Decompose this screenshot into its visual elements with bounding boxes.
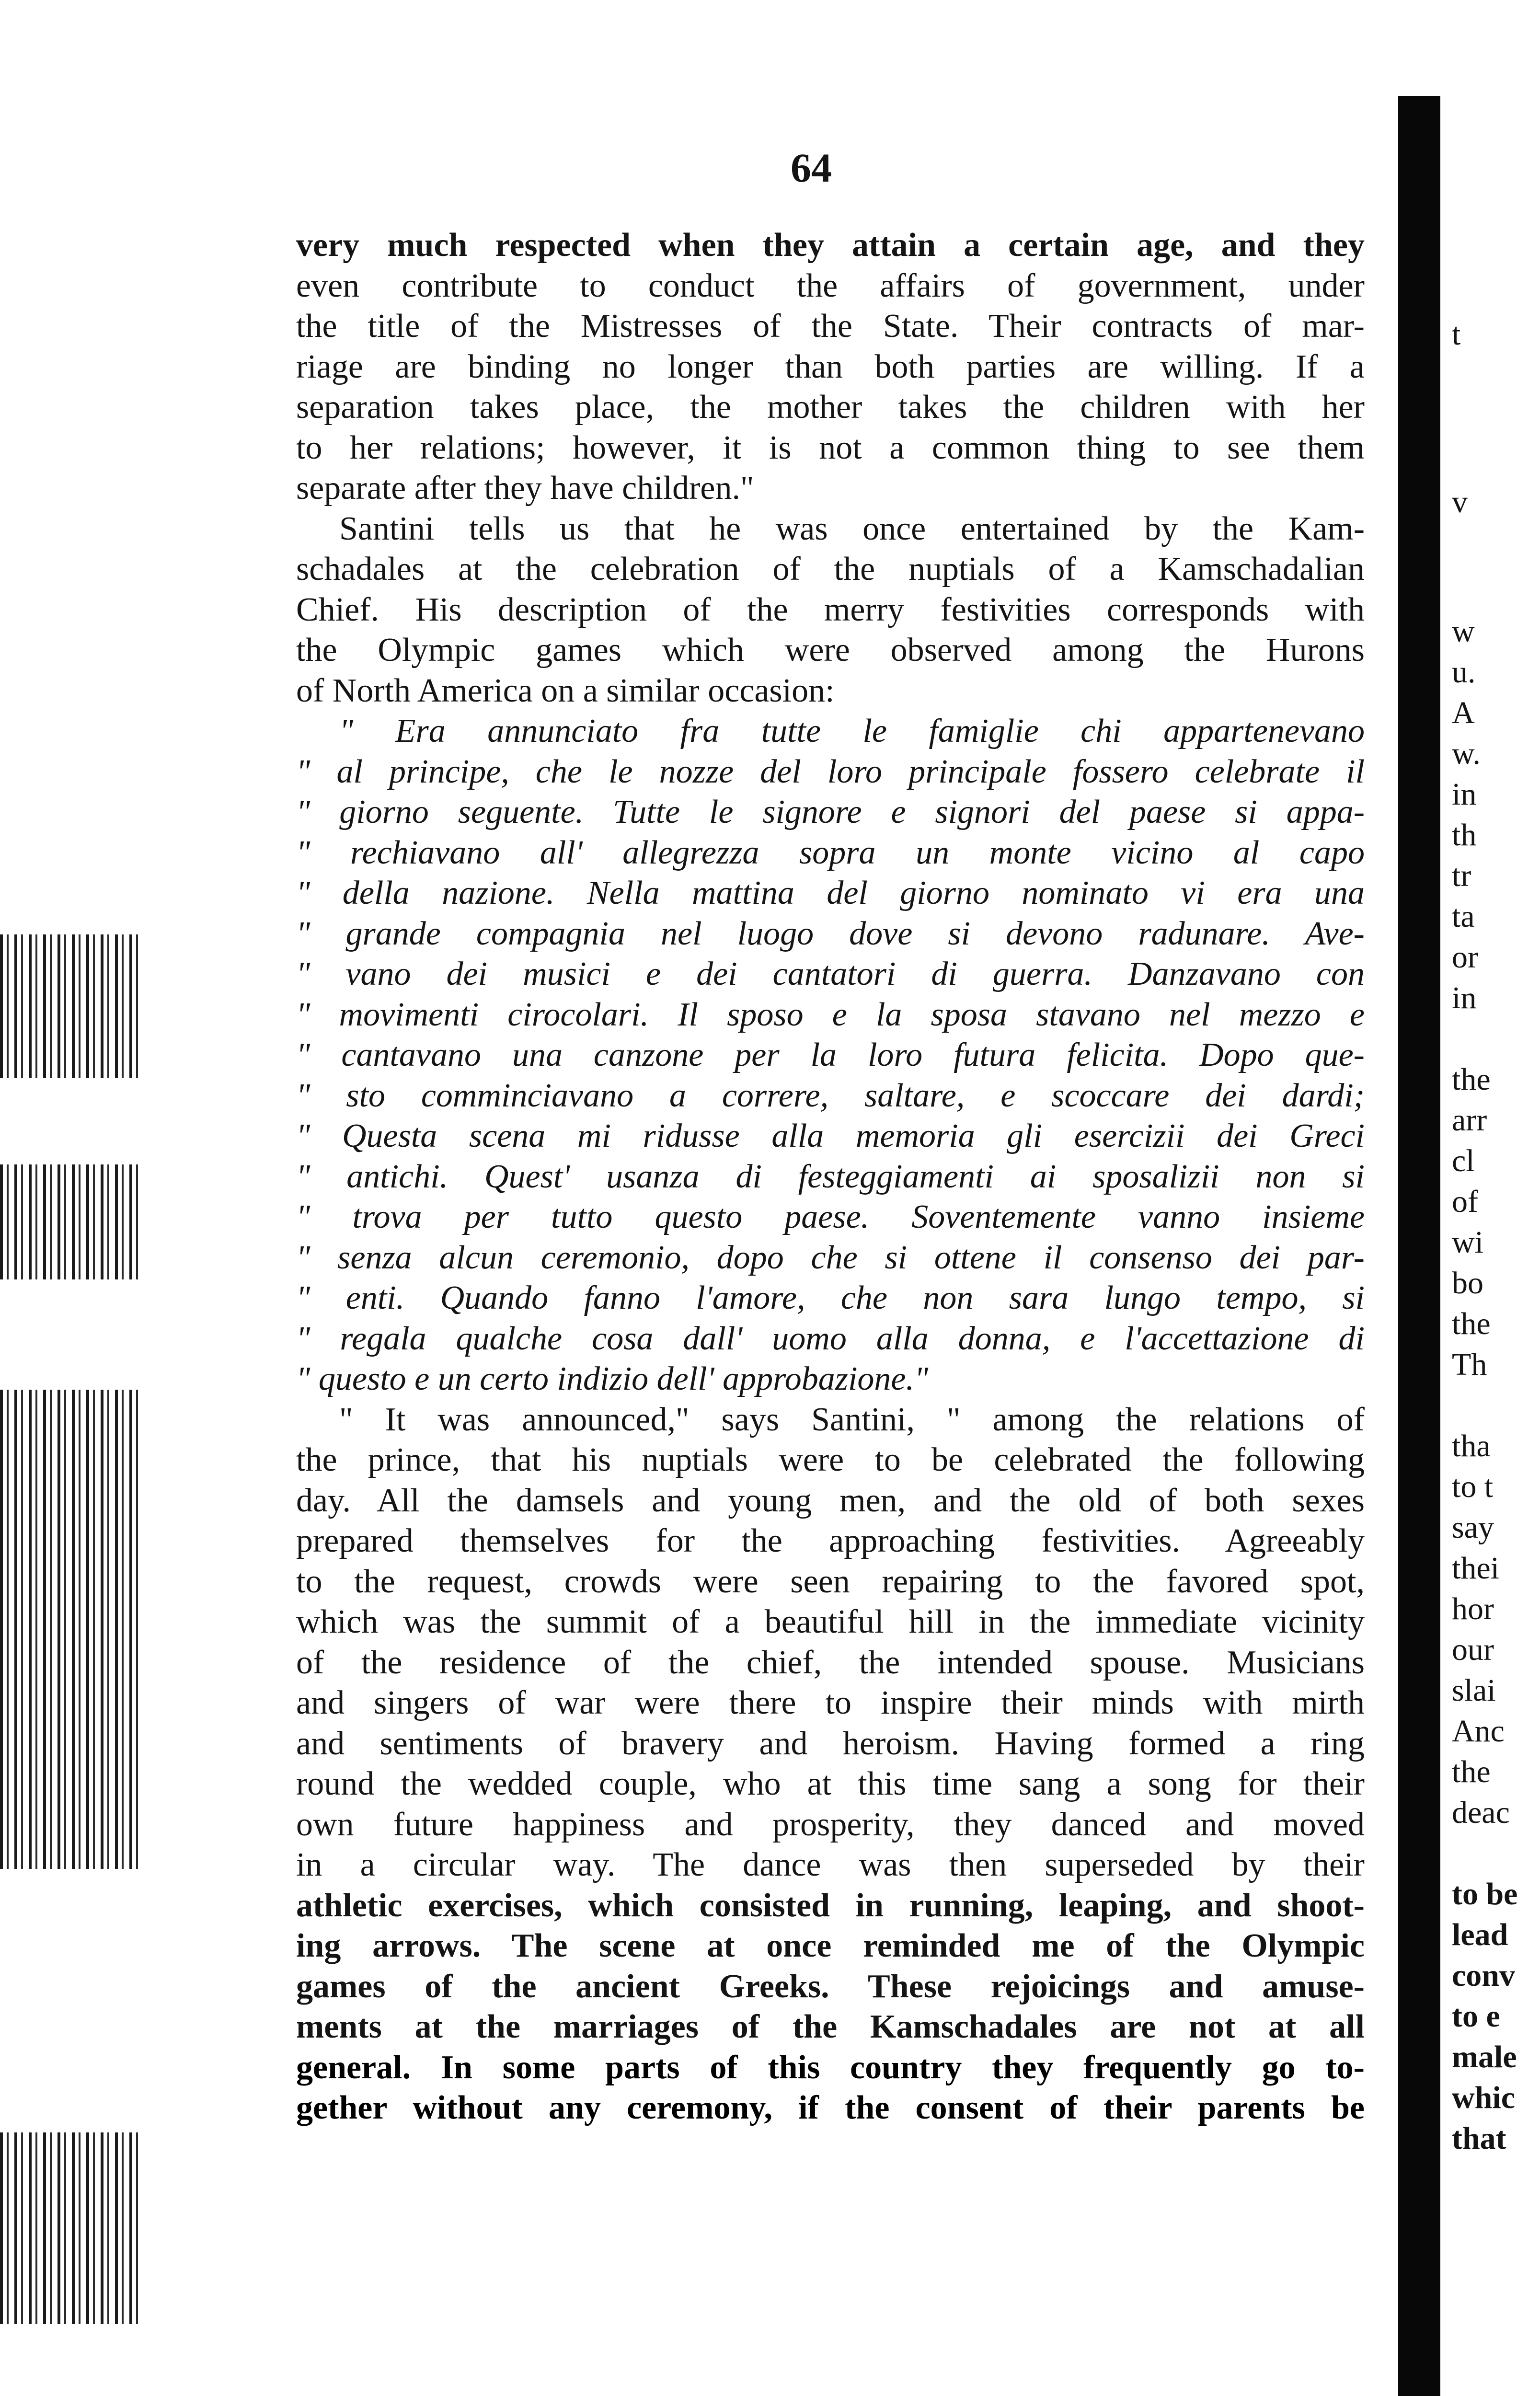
facing-page-fragment: of [1452, 1184, 1478, 1219]
text-line: schadales at the celebration of the nuptials of a Kamschadalian [296, 551, 1365, 587]
facing-page-fragment: Th [1452, 1347, 1487, 1382]
facing-page-fragment: cl [1452, 1143, 1475, 1178]
scan-edge-mark [0, 2132, 144, 2324]
text-line: " della nazione. Nella mattina del giorno nominato vi era una [296, 875, 1365, 911]
text-line: riage are binding no longer than both parties are willing. If a [296, 348, 1365, 385]
scan-edge-mark [0, 1164, 144, 1279]
text-line: Chief. His description of the merry festivities corresponds with [296, 591, 1365, 628]
facing-page-fragments [1452, 0, 1540, 2396]
facing-page-fragment: the [1452, 1306, 1491, 1341]
facing-page-fragment: in [1452, 980, 1477, 1015]
text-line: which was the summit of a beautiful hill in the immediate vicinity [296, 1603, 1365, 1640]
text-line: " giorno seguente. Tutte le signore e signori del paese si appa- [296, 794, 1365, 830]
text-line: the prince, that his nuptials were to be celebrated the following [296, 1441, 1365, 1478]
facing-page-fragment: t [1452, 317, 1461, 352]
facing-page-fragment: or [1452, 940, 1478, 975]
scan-left-edge [0, 0, 144, 2396]
facing-page-fragment: the [1452, 1062, 1491, 1097]
facing-page-fragment: male [1452, 2039, 1517, 2074]
text-line: very much respected when they attain a certain age, and they [296, 227, 1365, 264]
text-line: Santini tells us that he was once entertained by the Kam- [339, 510, 1365, 547]
text-line: in a circular way. The dance was then superseded by their [296, 1846, 1365, 1883]
facing-page-fragment: to be [1452, 1877, 1518, 1912]
text-line: own future happiness and prosperity, they danced and moved [296, 1806, 1365, 1843]
text-line: and singers of war were there to inspire their minds with mirth [296, 1684, 1365, 1721]
text-line: even contribute to conduct the affairs of government, under [296, 267, 1365, 304]
text-line: " grande compagnia nel luogo dove si devono radunare. Ave- [296, 915, 1365, 952]
facing-page-fragment: A [1452, 695, 1475, 730]
facing-page-fragment: wi [1452, 1225, 1483, 1260]
facing-page-fragment: tha [1452, 1428, 1491, 1463]
text-line: of the residence of the chief, the intended spouse. Musicians [296, 1644, 1365, 1681]
scan-edge-mark [0, 934, 144, 1078]
text-line: to the request, crowds were seen repairing to the favored spot, [296, 1563, 1365, 1600]
text-line: games of the ancient Greeks. These rejoicings and amuse- [296, 1968, 1365, 2005]
facing-page-fragment: to t [1452, 1469, 1494, 1504]
text-line: " cantavano una canzone per la loro futura felicita. Dopo que- [296, 1037, 1365, 1073]
text-line: " sto comminciavano a correre, saltare, e scoccare dei dardi; [296, 1077, 1365, 1114]
text-line: the Olympic games which were observed among the Hurons [296, 632, 1365, 668]
facing-page-fragment: in [1452, 777, 1477, 812]
facing-page-fragment: that [1452, 2121, 1506, 2156]
facing-page-fragment: Anc [1452, 1714, 1505, 1749]
facing-page-fragment: tr [1452, 858, 1471, 893]
facing-page-fragment: u. [1452, 655, 1476, 690]
facing-page-fragment: deac [1452, 1795, 1510, 1830]
text-line: " Era annunciato fra tutte le famiglie chi appartenevano [339, 713, 1365, 749]
text-line: ments at the marriages of the Kamschadales are not at all [296, 2008, 1365, 2045]
facing-page-fragment: to e [1452, 1999, 1500, 2034]
text-line: " Questa scena mi ridusse alla memoria gli esercizii dei Greci [296, 1117, 1365, 1154]
text-line: day. All the damsels and young men, and the old of both sexes [296, 1482, 1365, 1519]
page-number: 64 [791, 145, 832, 191]
text-line: " antichi. Quest' usanza di festeggiamenti ai sposalizii non si [296, 1158, 1365, 1195]
gutter-shadow [1398, 96, 1440, 2396]
text-line: " enti. Quando fanno l'amore, che non sara lungo tempo, si [296, 1279, 1365, 1316]
text-line: general. In some parts of this country they frequently go to- [296, 2049, 1365, 2086]
text-line: of North America on a similar occasion: [296, 672, 835, 709]
facing-page-fragment: lead [1452, 1917, 1508, 1952]
text-line: athletic exercises, which consisted in running, leaping, and shoot- [296, 1887, 1365, 1924]
text-line: and sentiments of bravery and heroism. Having formed a ring [296, 1725, 1365, 1762]
facing-page-fragment: the [1452, 1754, 1491, 1789]
text-line: gether without any ceremony, if the consent of their parents be [296, 2089, 1365, 2126]
text-line: prepared themselves for the approaching festivities. Agreeably [296, 1522, 1365, 1559]
facing-page-fragment: w [1452, 614, 1475, 649]
facing-page-fragment: bo [1452, 1266, 1483, 1301]
text-line: " questo e un certo indizio dell' approbazione." [296, 1360, 929, 1397]
text-line: " senza alcun ceremonio, dopo che si ottene il consenso dei par- [296, 1239, 1365, 1276]
facing-page-fragment: slai [1452, 1673, 1496, 1708]
text-line: " It was announced," says Santini, " among the relations of [339, 1401, 1365, 1438]
text-line: to her relations; however, it is not a common thing to see them [296, 429, 1365, 466]
facing-page-fragment: w. [1452, 736, 1481, 771]
text-line: separate after they have children." [296, 470, 754, 507]
facing-page-fragment: ta [1452, 899, 1475, 934]
text-line: " vano dei musici e dei cantatori di guerra. Danzavano con [296, 956, 1365, 992]
text-line: ing arrows. The scene at once reminded me of the Olympic [296, 1927, 1365, 1964]
facing-page-fragment: conv [1452, 1958, 1515, 1993]
text-line: " rechiavano all' allegrezza sopra un monte vicino al capo [296, 834, 1365, 871]
text-line: " trova per tutto questo paese. Soventemente vanno insieme [296, 1198, 1365, 1235]
facing-page-fragment: v [1452, 484, 1468, 519]
text-line: " movimenti cirocolari. Il sposo e la sposa stavano nel mezzo e [296, 996, 1365, 1033]
text-line: " regala qualche cosa dall' uomo alla donna, e l'accettazione di [296, 1320, 1365, 1357]
facing-page-fragment: arr [1452, 1103, 1487, 1138]
main-text-column [296, 225, 1365, 2129]
text-line: separation takes place, the mother takes the children with her [296, 389, 1365, 426]
scan-edge-mark [0, 1390, 144, 1869]
text-line: " al principe, che le nozze del loro principale fossero celebrate il [296, 753, 1365, 790]
facing-page-fragment: th [1452, 818, 1477, 852]
text-line: the title of the Mistresses of the State. Their contracts of mar- [296, 308, 1365, 345]
facing-page-fragment: thei [1452, 1551, 1499, 1586]
facing-page-fragment: say [1452, 1510, 1494, 1545]
text-line: round the wedded couple, who at this time sang a song for their [296, 1765, 1365, 1802]
facing-page-fragment: our [1452, 1632, 1494, 1667]
facing-page-fragment: hor [1452, 1591, 1494, 1626]
facing-page-fragment: whic [1452, 2080, 1515, 2115]
